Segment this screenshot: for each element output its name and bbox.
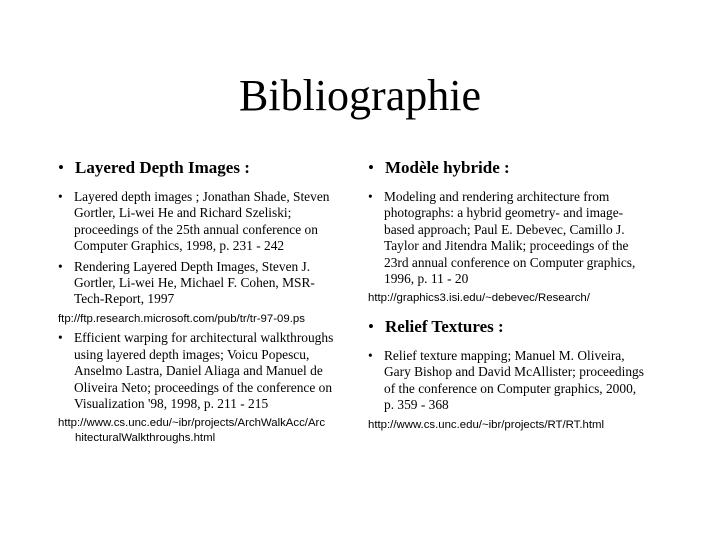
url-arch-walkthroughs[interactable] [58, 416, 358, 445]
reference-line: Visualization '98, 1998, p. 211 - 215 [74, 396, 269, 412]
heading-text: Modèle hybride : [385, 158, 510, 177]
bullet: • [58, 330, 63, 346]
reference-ldi [58, 189, 358, 255]
reference-line: Gary Bishop and David McAllister; proceedings [384, 364, 644, 380]
reference-line: Efficient warping for architectural walkthroughs [74, 330, 334, 346]
bullet: • [58, 258, 63, 274]
bullet: • [368, 348, 373, 364]
reference-line: Rendering Layered Depth Images, Steven J. [74, 258, 311, 274]
reference-line: proceedings of the 25th annual conference on [74, 221, 318, 237]
url-line: hitecturalWalkthroughs.html [75, 432, 216, 445]
reference-line: based approach; Paul E. Debevec, Camillo J. [384, 221, 625, 237]
reference-efficient-warping [58, 330, 358, 412]
bullet: • [58, 158, 64, 177]
heading-text: Layered Depth Images : [75, 158, 250, 177]
reference-modeling-rendering [368, 189, 668, 287]
reference-line: Tech-Report, 1997 [74, 291, 175, 307]
heading-modele-hybride [368, 157, 668, 179]
reference-line: Modeling and rendering architecture from [384, 189, 610, 204]
reference-line: Layered depth images ; Jonathan Shade, Steven [74, 189, 330, 204]
url-microsoft-report[interactable]: ftp://ftp.research.microsoft.com/pub/tr/tr-97-09.ps [58, 312, 305, 325]
reference-line: photographs: a hybrid geometry- and image- [384, 205, 624, 221]
reference-line: of the conference on Computer graphics, 2000, [384, 380, 637, 396]
reference-rendering-ldi [58, 259, 358, 308]
reference-line: 23rd annual conference on Computer graphics, [384, 254, 636, 270]
reference-line: Gortler, Li-wei He and Richard Szeliski; [74, 205, 292, 221]
reference-line: Gortler, Li-wei He, Michael F. Cohen, MSR- [74, 275, 315, 291]
bullet: • [368, 189, 373, 204]
left-column [58, 157, 358, 450]
reference-relief-texture-mapping [368, 348, 668, 414]
reference-line: Oliveira Neto; proceedings of the conference on [74, 379, 333, 395]
bullet: • [58, 189, 63, 204]
reference-line: 1996, p. 11 - 20 [384, 271, 469, 287]
bullet: • [368, 317, 374, 337]
reference-line: Computer Graphics, 1998, p. 231 - 242 [74, 238, 285, 254]
reference-line: p. 359 - 368 [384, 397, 449, 413]
url-relief-textures[interactable]: http://www.cs.unc.edu/~ibr/projects/RT/RT.html [368, 418, 605, 431]
heading-relief-textures [368, 316, 668, 338]
reference-line: using layered depth images; Voicu Popescu, [74, 346, 310, 362]
heading-layered-depth-images [58, 157, 358, 179]
reference-line: Taylor and Jitendra Malik; proceedings of the [384, 238, 629, 254]
reference-line: Relief texture mapping; Manuel M. Oliveira, [384, 348, 625, 364]
url-debevec-research[interactable]: http://graphics3.isi.edu/~debevec/Research/ [368, 292, 590, 305]
slide-title: Bibliographie [239, 71, 481, 120]
bullet: • [368, 158, 374, 177]
url-line: http://www.cs.unc.edu/~ibr/projects/ArchWalkAcc/Arc [58, 417, 326, 430]
reference-line: Anselmo Lastra, Daniel Aliaga and Manuel de [74, 363, 323, 379]
heading-text: Relief Textures : [385, 317, 504, 337]
right-column [368, 157, 668, 436]
